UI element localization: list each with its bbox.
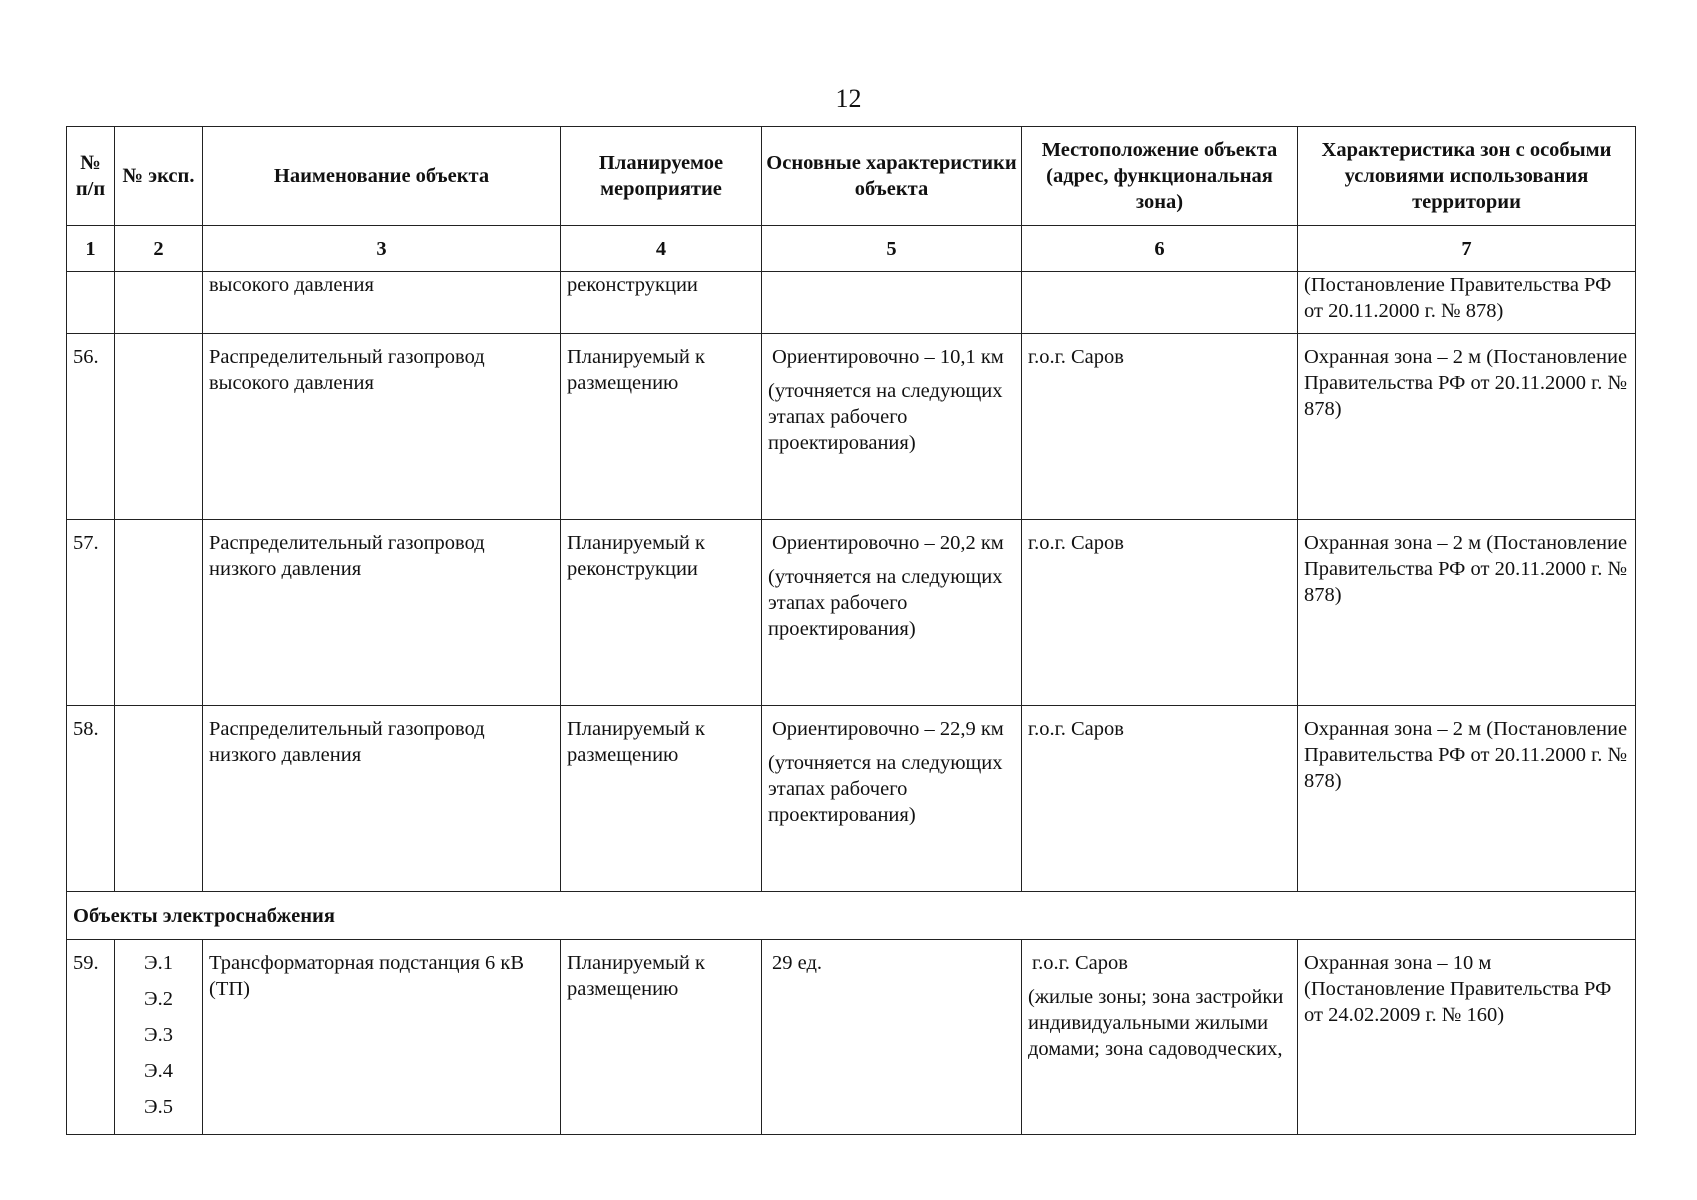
cell-characteristics [762, 940, 1022, 1135]
header-row [67, 127, 1636, 226]
table-row [67, 940, 1636, 1135]
page-number: 12 [835, 84, 862, 113]
table-row [67, 520, 1636, 706]
characteristics-note: (уточняется на следующих этапах рабочего проектирования) [768, 752, 1003, 826]
cell-exp [115, 334, 203, 520]
cell-location: г.о.г. Саров [1022, 520, 1298, 706]
cell-num: 58. [67, 706, 115, 892]
header-name: Наименование объекта [203, 127, 561, 226]
header-num: № п/п [67, 127, 115, 226]
characteristics-main: Ориентировочно – 22,9 км [772, 718, 1004, 740]
cell-name: высокого давления [203, 272, 561, 334]
cell-exp [115, 940, 203, 1135]
header-location: Местоположение объекта (адрес, функциональная зона) [1022, 127, 1298, 226]
location-note: (жилые зоны; зона застройки индивидуальными жилыми домами; зона садоводческих, [1028, 986, 1284, 1060]
cell-name: Трансформаторная подстанция 6 кВ (ТП) [203, 940, 561, 1135]
characteristics-main: Ориентировочно – 10,1 км [772, 346, 1004, 368]
characteristics-note: (уточняется на следующих этапах рабочего проектирования) [768, 566, 1003, 640]
exp-code: Э.1 [144, 952, 173, 974]
characteristics-note: (уточняется на следующих этапах рабочего проектирования) [768, 380, 1003, 454]
exp-code: Э.4 [144, 1060, 173, 1082]
cell-characteristics [762, 272, 1022, 334]
section-row [67, 892, 1636, 940]
column-number: 7 [1298, 226, 1636, 272]
column-number: 4 [561, 226, 762, 272]
header-exp: № эксп. [115, 127, 203, 226]
cell-zone: Охранная зона – 10 м (Постановление Правительства РФ от 24.02.2009 г. № 160) [1298, 940, 1636, 1135]
cell-zone: (Постановление Правительства РФ от 20.11.2000 г. № 878) [1298, 272, 1636, 334]
cell-action: Планируемый к реконструкции [561, 520, 762, 706]
cell-action: реконструкции [561, 272, 762, 334]
column-number: 2 [115, 226, 203, 272]
cell-name: Распределительный газопровод низкого давления [203, 520, 561, 706]
exp-code-list [121, 950, 196, 1120]
column-number: 3 [203, 226, 561, 272]
cell-exp [115, 706, 203, 892]
continuation-row [67, 272, 1636, 334]
cell-exp [115, 272, 203, 334]
cell-action: Планируемый к размещению [561, 706, 762, 892]
table-row [67, 334, 1636, 520]
characteristics-main: 29 ед. [772, 952, 823, 974]
cell-characteristics [762, 334, 1022, 520]
characteristics-main: Ориентировочно – 20,2 км [772, 532, 1004, 554]
cell-action: Планируемый к размещению [561, 940, 762, 1135]
exp-code: Э.5 [144, 1096, 173, 1118]
cell-location [1022, 940, 1298, 1135]
cell-num: 59. [67, 940, 115, 1135]
cell-name: Распределительный газопровод высокого давления [203, 334, 561, 520]
cell-exp [115, 520, 203, 706]
column-numbers-row [67, 226, 1636, 272]
column-number: 6 [1022, 226, 1298, 272]
cell-zone: Охранная зона – 2 м (Постановление Правительства РФ от 20.11.2000 г. № 878) [1298, 706, 1636, 892]
cell-action: Планируемый к размещению [561, 334, 762, 520]
column-number: 1 [67, 226, 115, 272]
exp-code: Э.3 [144, 1024, 173, 1046]
location-main: г.о.г. Саров [1032, 952, 1128, 974]
cell-characteristics [762, 520, 1022, 706]
header-action: Планируемое мероприятие [561, 127, 762, 226]
objects-table [66, 126, 1636, 1135]
cell-location [1022, 272, 1298, 334]
cell-num: 56. [67, 334, 115, 520]
column-number: 5 [762, 226, 1022, 272]
cell-name: Распределительный газопровод низкого давления [203, 706, 561, 892]
cell-zone: Охранная зона – 2 м (Постановление Правительства РФ от 20.11.2000 г. № 878) [1298, 520, 1636, 706]
header-zone: Характеристика зон с особыми условиями использования территории [1298, 127, 1636, 226]
cell-num [67, 272, 115, 334]
cell-characteristics [762, 706, 1022, 892]
table-row [67, 706, 1636, 892]
cell-zone: Охранная зона – 2 м (Постановление Правительства РФ от 20.11.2000 г. № 878) [1298, 334, 1636, 520]
section-title: Объекты электроснабжения [67, 892, 1636, 940]
cell-location: г.о.г. Саров [1022, 334, 1298, 520]
cell-num: 57. [67, 520, 115, 706]
exp-code: Э.2 [144, 988, 173, 1010]
header-characteristics: Основные характеристики объекта [762, 127, 1022, 226]
cell-location: г.о.г. Саров [1022, 706, 1298, 892]
